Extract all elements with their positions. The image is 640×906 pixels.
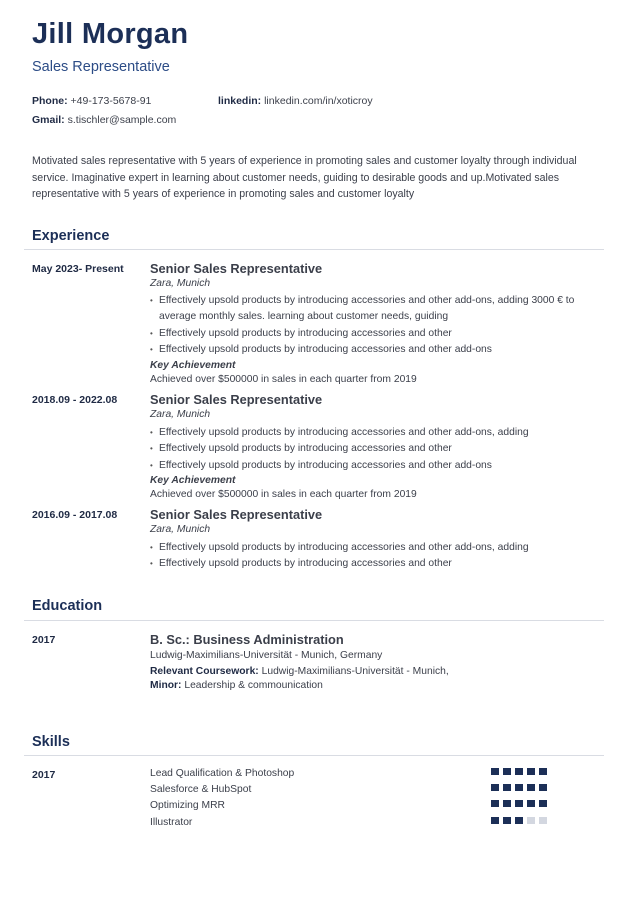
skill-dot-filled xyxy=(491,817,499,824)
skill-name: Optimizing MRR xyxy=(150,800,225,811)
skill-dot-filled xyxy=(539,784,547,791)
phone-label: Phone: xyxy=(32,95,68,107)
job-title: Senior Sales Representative xyxy=(150,392,323,407)
phone-value: +49-173-5678-91 xyxy=(70,95,152,107)
skill-dot-filled xyxy=(527,800,535,807)
skill-dot-filled xyxy=(515,800,523,807)
skill-rating xyxy=(491,800,547,807)
skill-rating xyxy=(491,784,547,791)
skill-dot-filled xyxy=(491,800,499,807)
skill-dot-filled xyxy=(539,800,547,807)
summary: Motivated sales representative with 5 years of experience in promoting sales and customer loyalty through individual service. Imaginative expert in learning about customer needs, guiding to desirable goods and up.Motivated sales representative with 5 years of experience in promoting sales and customer loyalty xyxy=(32,155,577,200)
skill-dot-filled xyxy=(515,817,523,824)
job-bullet: • Effectively upsold products by introducing accessories and other add-ons, adding xyxy=(150,425,590,441)
gmail-label: Gmail: xyxy=(32,114,65,126)
education-heading: Education xyxy=(32,598,103,614)
education-divider xyxy=(24,620,604,621)
skill-dot-filled xyxy=(539,768,547,775)
minor-value: Leadership & commounication xyxy=(184,680,323,691)
job-bullet: • Effectively upsold products by introducing accessories and other add-ons, adding 3000 € to average monthly sales. learning about customer needs, guiding xyxy=(150,293,590,326)
minor-label: Minor: xyxy=(150,680,182,691)
skill-dot-filled xyxy=(515,784,523,791)
skills-divider xyxy=(24,755,604,756)
skill-dot-filled xyxy=(515,768,523,775)
resume-job-title: Sales Representative xyxy=(32,59,170,75)
key-achievement-label: Key Achievement xyxy=(150,360,236,371)
job-bullet: • Effectively upsold products by introducing accessories and other xyxy=(150,556,590,572)
contact-phone xyxy=(32,95,151,107)
job-company: Zara, Munich xyxy=(150,409,211,420)
education-minor xyxy=(150,680,323,691)
skill-name: Lead Qualification & Photoshop xyxy=(150,768,295,779)
job-date: May 2023- Present xyxy=(32,263,124,275)
key-achievement-text: Achieved over $500000 in sales in each quarter from 2019 xyxy=(150,489,417,500)
gmail-value: s.tischler@sample.com xyxy=(67,114,177,126)
coursework-value: Ludwig-Maximilians-Universität - Munich, xyxy=(261,666,449,677)
skill-dot-empty xyxy=(527,817,535,824)
linkedin-value: linkedin.com/in/xoticroy xyxy=(264,95,373,107)
job-date: 2018.09 - 2022.08 xyxy=(32,394,118,406)
resume-name: Jill Morgan xyxy=(32,18,189,50)
key-achievement-text: Achieved over $500000 in sales in each quarter from 2019 xyxy=(150,374,417,385)
job-company: Zara, Munich xyxy=(150,524,211,535)
contact-linkedin xyxy=(218,95,373,107)
education-coursework xyxy=(150,666,449,677)
job-title: Senior Sales Representative xyxy=(150,261,323,276)
education-date: 2017 xyxy=(32,634,56,646)
job-title: Senior Sales Representative xyxy=(150,507,323,522)
job-company: Zara, Munich xyxy=(150,278,211,289)
job-bullets xyxy=(150,540,590,573)
skill-dot-filled xyxy=(503,800,511,807)
key-achievement-label: Key Achievement xyxy=(150,475,236,486)
skill-dot-filled xyxy=(527,784,535,791)
skills-heading: Skills xyxy=(32,734,70,750)
skill-name: Illustrator xyxy=(150,817,193,828)
education-school: Ludwig-Maximilians-Universität - Munich, Germany xyxy=(150,650,383,661)
skill-dot-filled xyxy=(527,768,535,775)
job-bullets xyxy=(150,293,590,358)
skill-dot-filled xyxy=(503,768,511,775)
skill-dot-empty xyxy=(539,817,547,824)
job-bullet: • Effectively upsold products by introducing accessories and other add-ons, adding xyxy=(150,540,590,556)
skill-name: Salesforce & HubSpot xyxy=(150,784,252,795)
education-degree: B. Sc.: Business Administration xyxy=(150,632,344,647)
experience-heading: Experience xyxy=(32,228,110,244)
job-bullet: • Effectively upsold products by introducing accessories and other xyxy=(150,326,590,342)
contact-gmail xyxy=(32,114,176,126)
linkedin-label: linkedin: xyxy=(218,95,262,107)
skill-dot-filled xyxy=(503,784,511,791)
job-date: 2016.09 - 2017.08 xyxy=(32,509,118,521)
skill-rating xyxy=(491,768,547,775)
job-bullet: • Effectively upsold products by introducing accessories and other xyxy=(150,441,590,457)
experience-divider xyxy=(24,249,604,250)
job-bullet: • Effectively upsold products by introducing accessories and other add-ons xyxy=(150,458,590,474)
job-bullet: • Effectively upsold products by introducing accessories and other add-ons xyxy=(150,342,590,358)
skill-rating xyxy=(491,817,547,824)
skill-dot-filled xyxy=(491,784,499,791)
coursework-label: Relevant Coursework: xyxy=(150,666,259,677)
skill-dot-filled xyxy=(503,817,511,824)
job-bullets xyxy=(150,425,590,474)
skills-date: 2017 xyxy=(32,769,56,781)
skill-dot-filled xyxy=(491,768,499,775)
